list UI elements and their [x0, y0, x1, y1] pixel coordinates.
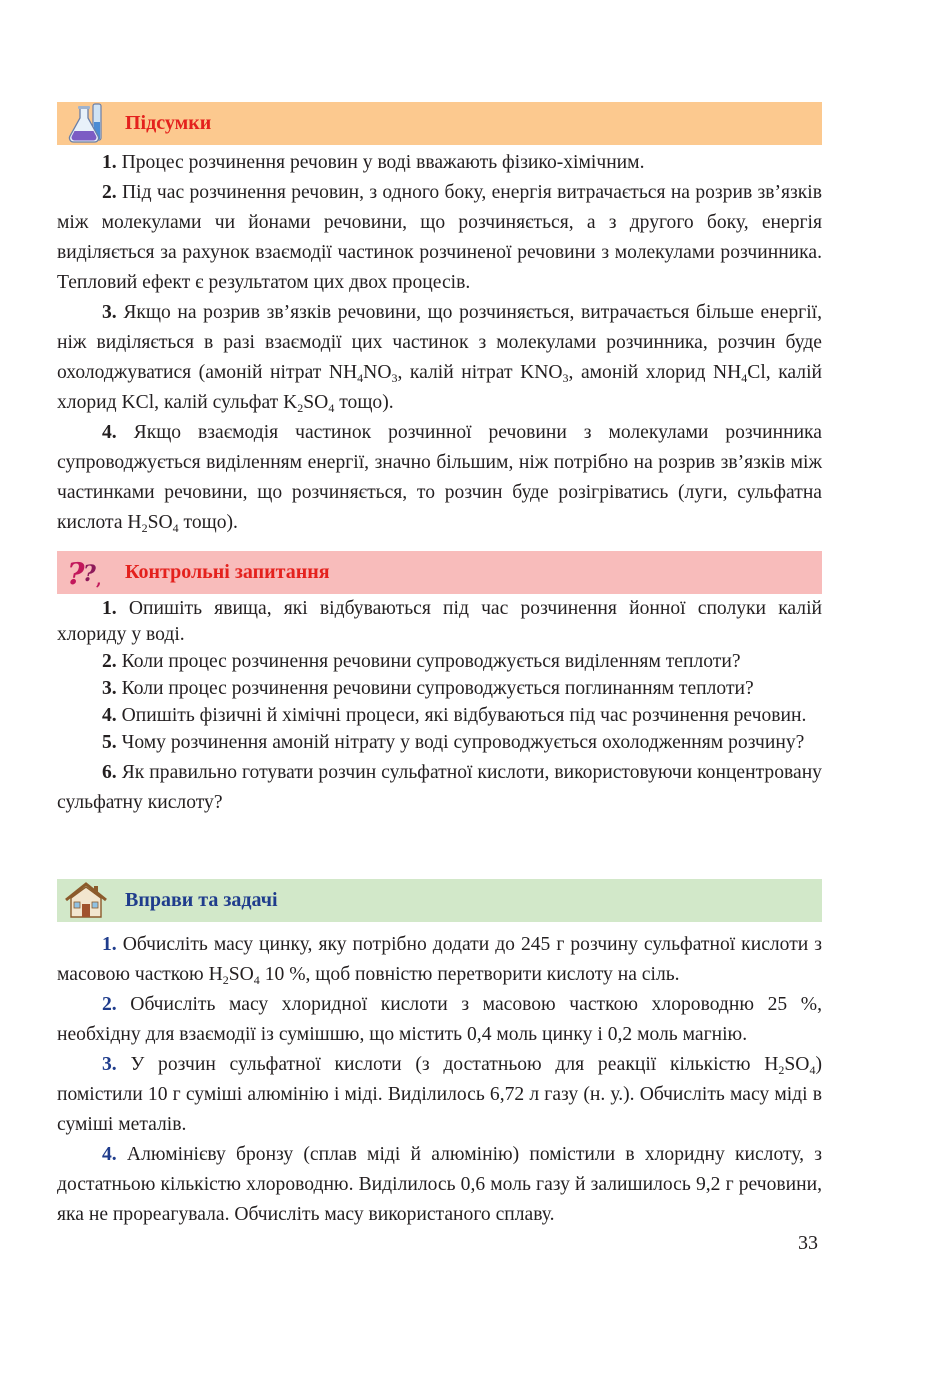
summary-header [57, 102, 822, 145]
exercise-item: 3. У розчин сульфатної кислоти (з достатньою для реакції кількістю $H_2SO_4$) помістили 10 г суміші алюмінію і міді. Виділилось 6,72 л газу (н. у.). Обчисліть масу міді в суміші металів. [57, 1054, 822, 1135]
question-item: 4. Опишіть фізичні й хімічні процеси, які відбуваються під час розчинення речовин. [102, 705, 807, 726]
flask-icon [63, 102, 109, 145]
questions-header [57, 551, 822, 594]
questions-list [57, 596, 822, 819]
summary-title: Підсумки [125, 112, 212, 134]
question-item: 3. Коли процес розчинення речовини супроводжується поглинанням теплоти? [102, 678, 754, 699]
exercise-item: 1. Обчисліть масу цинку, яку потрібно додати до 245 г розчину сульфатної кислоти з масовою часткою $H_2SO_4$ 10 %, щоб повністю перетворити кислоту на сіль. [57, 934, 822, 987]
question-item: 5. Чому розчинення амоній нітрату у воді супроводжується охолодженням розчину? [102, 732, 805, 753]
summary-list [57, 148, 822, 538]
summary-item: 4. Якщо взаємодія частинок розчинної речовини з молекулами розчинника супроводжується виділенням енергії, значно більшим, ніж потрібно на розрив зв’язків між частинками речовини, що розчиняється, то розчин буде розігріватись (луги, сульфатна кислота $H_2SO_4$ тощо). [57, 422, 822, 535]
page-number: 33 [798, 1232, 818, 1254]
exercises-header [57, 879, 822, 922]
questions-title: Контрольні запитання [125, 561, 330, 583]
house-icon [63, 879, 109, 922]
summary-item: 3. Якщо на розрив зв’язків речовини, що розчиняється, витрачається більше енергії, ніж виділяється в разі взаємодії цих частинок з молекулами розчинника, розчин буде охолоджуватися (амоній нітрат $NH_4NO_3$, калій нітрат $KNO_3$, амоній хлорид $NH_4Cl$, калій хлорид KCl, калій сульфат $K_2SO_4$ тощо). [57, 302, 822, 415]
summary-item: 2. Під час розчинення речовин, з одного боку, енергія витрачається на розрив зв’язків між молекулами чи йонами речовини, що розчиняється, а з другого боку, енергія виділяється за рахунок взаємодії частинок розчиненої речовини з молекулами розчинника. Тепловий ефект є результатом цих двох процесів. [57, 182, 822, 293]
question-item: 6. Як правильно готувати розчин сульфатної кислоти, використовуючи концентровану сульфатну кислоту? [57, 762, 822, 813]
svg-text:,: , [96, 570, 102, 589]
question-item: 2. Коли процес розчинення речовини супроводжується виділенням теплоти? [102, 651, 741, 672]
exercise-item: 4. Алюмінієву бронзу (сплав міді й алюмінію) помістили в хлоридну кислоту, з достатньою кількістю хлороводню. Виділилось 0,6 моль газу й залишилось 9,2 г речовини, яка не прореагувала. Обчисліть масу використаного сплаву. [57, 1144, 822, 1225]
exercises-title: Вправи та задачі [125, 889, 278, 911]
exercise-item: 2. Обчисліть масу хлоридної кислоти з масовою часткою хлороводню 25 %, необхідну для взаємодії із сумішшю, що містить 0,4 моль цинку і 0,2 моль магнію. [57, 994, 822, 1045]
exercises-list [57, 930, 822, 1230]
svg-text:?: ? [83, 561, 96, 587]
question-item: 1. Опишіть явища, які відбуваються під час розчинення йонної сполуки калій хлориду у воді. [57, 598, 823, 645]
summary-item: 1. Процес розчинення речовин у воді вважають фізико-хімічним. [102, 152, 645, 173]
question-marks-icon [63, 551, 109, 594]
svg-text:?: ? [67, 557, 85, 592]
